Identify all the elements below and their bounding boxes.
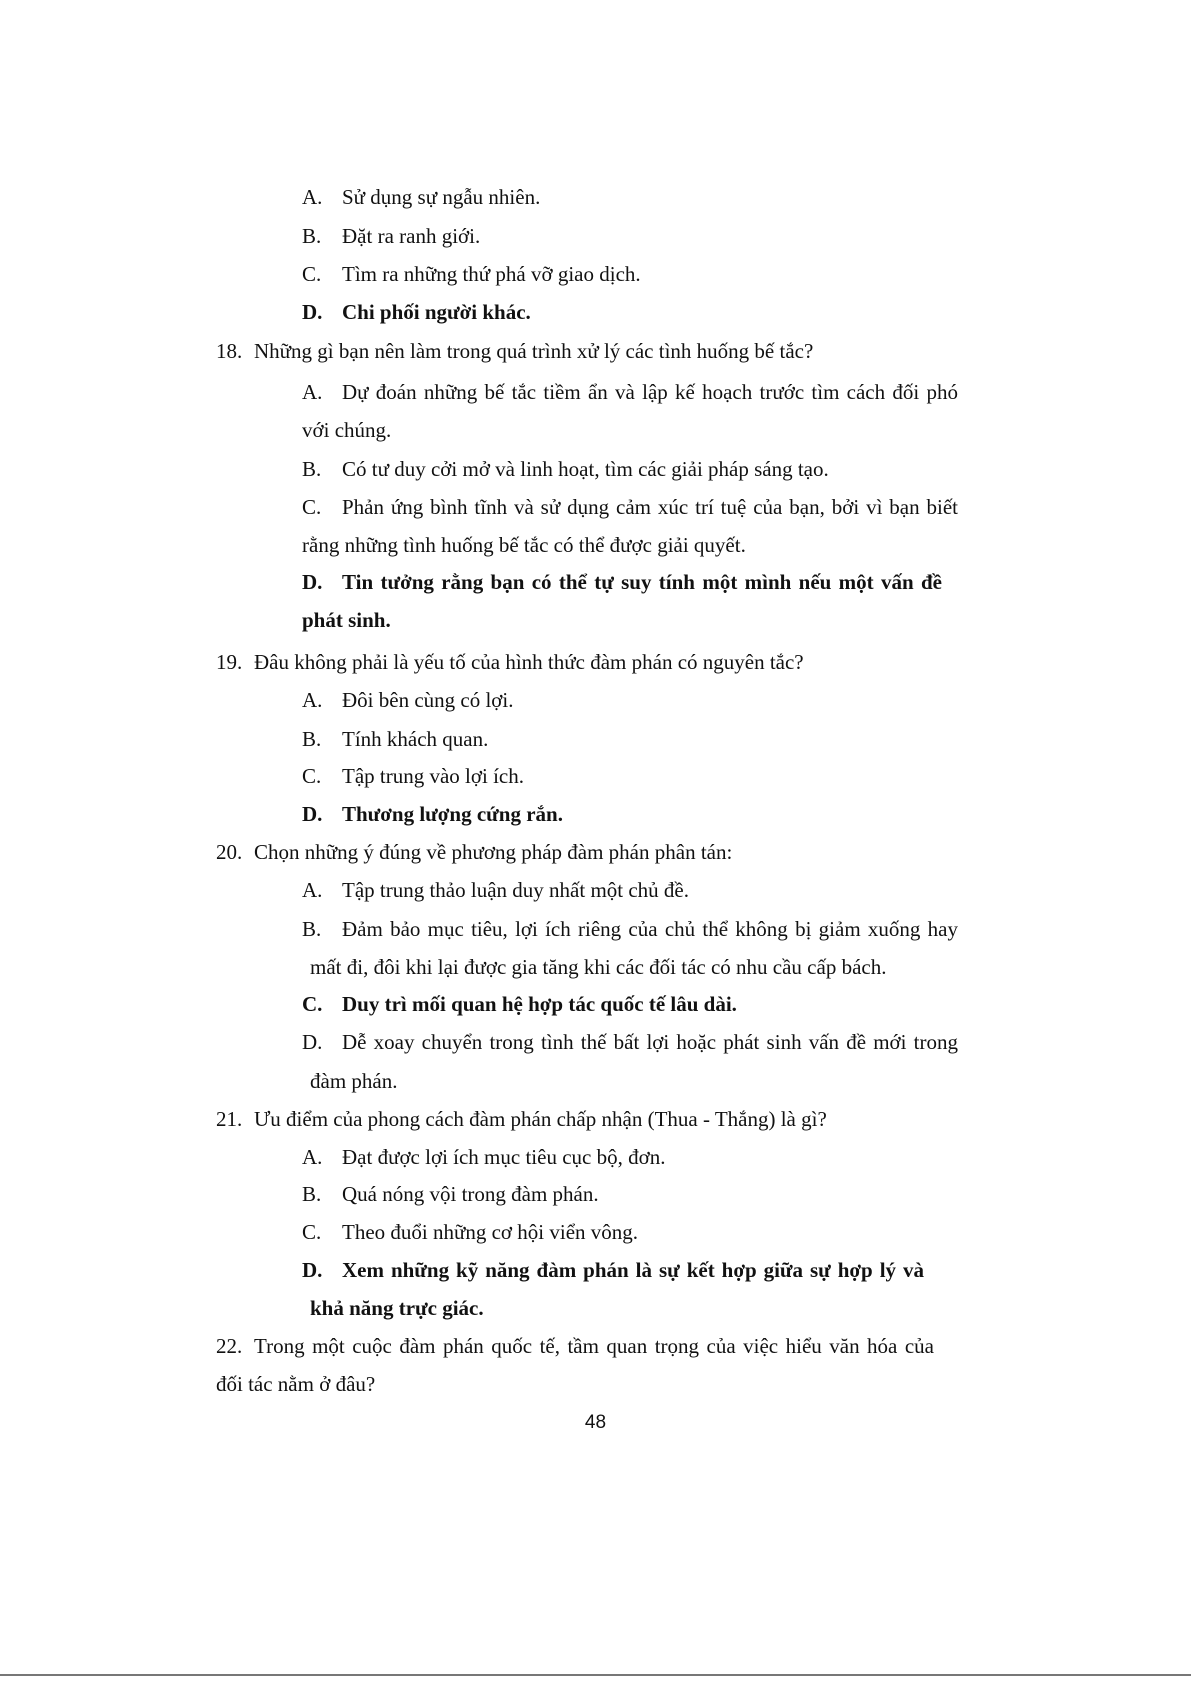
option-letter: C. — [302, 262, 322, 286]
option-text: Tập trung vào lợi ích. — [342, 764, 524, 788]
q19-option-a — [302, 686, 514, 714]
question-number: 20. — [216, 840, 243, 864]
option-letter: A. — [302, 380, 323, 404]
option-letter: B. — [302, 727, 322, 751]
option-text: Đặt ra ranh giới. — [342, 224, 481, 248]
q21-option-b — [302, 1180, 599, 1208]
option-letter: A. — [302, 1145, 323, 1169]
question-19 — [216, 648, 804, 676]
question-22-continued: đối tác nằm ở đâu? — [216, 1372, 376, 1396]
option-text: Tìm ra những thứ phá vỡ giao dịch. — [342, 262, 641, 286]
option-text: Quá nóng vội trong đàm phán. — [342, 1182, 599, 1206]
scan-edge-divider — [0, 1674, 1191, 1676]
option-letter: D. — [302, 1258, 323, 1282]
question-text: Những gì bạn nên làm trong quá trình xử lý các tình huống bế tắc? — [254, 339, 814, 363]
option-text: Tin tưởng rằng bạn có thể tự suy tính một mình nếu một vấn đề — [342, 570, 942, 594]
question-number: 21. — [216, 1107, 243, 1131]
option-text: Dự đoán những bế tắc tiềm ẩn và lập kế hoạch trước tìm cách đối phó — [342, 380, 958, 404]
q21-option-c — [302, 1218, 638, 1246]
option-text: Đôi bên cùng có lợi. — [342, 688, 514, 712]
question-number: 19. — [216, 650, 243, 674]
option-text: Theo đuổi những cơ hội viển vông. — [342, 1220, 639, 1244]
option-letter: D. — [302, 802, 323, 826]
question-20 — [216, 838, 732, 866]
option-text: Tính khách quan. — [342, 727, 489, 751]
q18-option-d-answer — [302, 568, 942, 596]
option-letter: C. — [302, 764, 322, 788]
q18-option-a-continued: với chúng. — [302, 418, 392, 442]
option-text: Thương lượng cứng rắn. — [342, 802, 563, 826]
q19-option-c — [302, 762, 524, 790]
q21-option-a — [302, 1143, 665, 1171]
q19-option-d-answer — [302, 800, 563, 828]
q20-option-c-answer — [302, 990, 737, 1018]
option-letter: C. — [302, 495, 322, 519]
q18-option-c-continued: rằng những tình huống bế tắc có thể được giải quyết. — [302, 533, 746, 557]
option-text: Có tư duy cởi mở và linh hoạt, tìm các giải pháp sáng tạo. — [342, 457, 829, 481]
question-text: Đâu không phải là yếu tố của hình thức đàm phán có nguyên tắc? — [254, 650, 804, 674]
q18-option-a — [302, 378, 958, 406]
q19-option-b — [302, 725, 488, 753]
q20-option-b — [302, 915, 958, 943]
q21-option-d-continued: khả năng trực giác. — [310, 1296, 484, 1320]
q17-option-d-answer — [302, 298, 531, 326]
question-number: 22. — [216, 1334, 243, 1358]
q17-option-b — [302, 222, 480, 250]
option-letter: B. — [302, 457, 322, 481]
option-letter: D. — [302, 570, 323, 594]
option-text: Đảm bảo mục tiêu, lợi ích riêng của chủ thể không bị giảm xuống hay — [342, 917, 958, 941]
option-letter: D. — [302, 300, 323, 324]
question-text: Trong một cuộc đàm phán quốc tế, tầm quan trọng của việc hiểu văn hóa của — [254, 1334, 934, 1358]
question-text: Ưu điểm của phong cách đàm phán chấp nhận (Thua - Thắng) là gì? — [254, 1107, 827, 1131]
option-text: Đạt được lợi ích mục tiêu cục bộ, đơn. — [342, 1145, 666, 1169]
option-text: Chi phối người khác. — [342, 300, 531, 324]
q20-option-b-continued: mất đi, đôi khi lại được gia tăng khi các đối tác có nhu cầu cấp bách. — [310, 955, 887, 979]
q17-option-c — [302, 260, 641, 288]
q18-option-b — [302, 455, 829, 483]
question-18 — [216, 337, 813, 365]
option-text: Dễ xoay chuyển trong tình thế bất lợi hoặc phát sinh vấn đề mới trong — [342, 1030, 958, 1054]
question-text: Chọn những ý đúng về phương pháp đàm phán phân tán: — [254, 840, 733, 864]
option-letter: B. — [302, 917, 322, 941]
page-number: 48 — [584, 1412, 607, 1433]
option-text: Xem những kỹ năng đàm phán là sự kết hợp giữa sự hợp lý và — [342, 1258, 924, 1282]
option-letter: D. — [302, 1030, 323, 1054]
option-text: Sử dụng sự ngẫu nhiên. — [342, 185, 541, 209]
option-text: Duy trì mối quan hệ hợp tác quốc tế lâu dài. — [342, 992, 737, 1016]
option-letter: B. — [302, 1182, 322, 1206]
option-letter: B. — [302, 224, 322, 248]
q18-option-c — [302, 493, 958, 521]
q21-option-d-answer — [302, 1256, 924, 1284]
option-letter: A. — [302, 878, 323, 902]
option-letter: A. — [302, 688, 323, 712]
q20-option-d — [302, 1028, 958, 1056]
q18-option-d-continued: phát sinh. — [302, 608, 391, 632]
option-text: Phản ứng bình tĩnh và sử dụng cảm xúc trí tuệ của bạn, bởi vì bạn biết — [342, 495, 958, 519]
question-21 — [216, 1105, 827, 1133]
question-number: 18. — [216, 339, 243, 363]
option-letter: A. — [302, 185, 323, 209]
q20-option-a — [302, 876, 689, 904]
option-letter: C. — [302, 1220, 322, 1244]
question-22 — [216, 1332, 934, 1360]
q17-option-a — [302, 183, 540, 211]
q20-option-d-continued: đàm phán. — [310, 1069, 398, 1093]
option-text: Tập trung thảo luận duy nhất một chủ đề. — [342, 878, 690, 902]
option-letter: C. — [302, 992, 323, 1016]
